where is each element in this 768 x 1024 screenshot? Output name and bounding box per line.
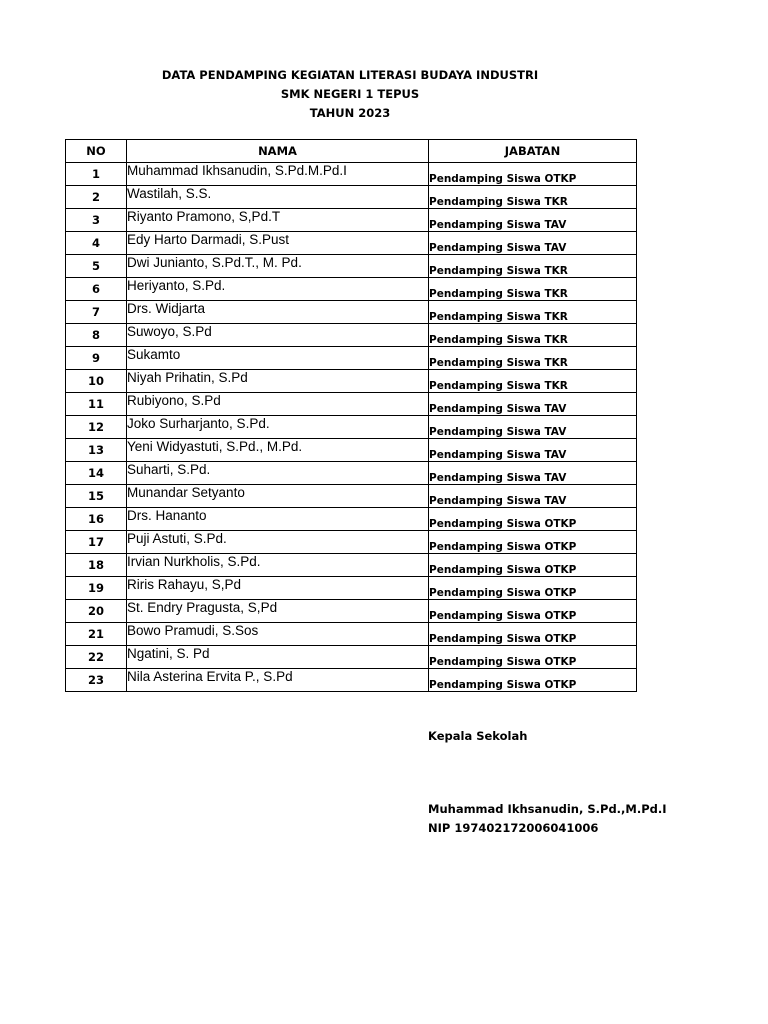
cell-jabatan: Pendamping Siswa OTKP xyxy=(429,554,637,577)
table-row xyxy=(66,669,637,692)
cell-no: 15 xyxy=(66,485,127,508)
table-row xyxy=(66,278,637,301)
cell-jabatan: Pendamping Siswa TKR xyxy=(429,370,637,393)
cell-nama: Niyah Prihatin, S.Pd xyxy=(127,370,429,393)
cell-jabatan: Pendamping Siswa TKR xyxy=(429,255,637,278)
table-row xyxy=(66,255,637,278)
cell-jabatan: Pendamping Siswa OTKP xyxy=(429,531,637,554)
cell-jabatan: Pendamping Siswa TAV xyxy=(429,232,637,255)
cell-jabatan: Pendamping Siswa OTKP xyxy=(429,163,637,186)
cell-no: 3 xyxy=(66,209,127,232)
table-row xyxy=(66,301,637,324)
document-header xyxy=(0,66,700,123)
table-row xyxy=(66,393,637,416)
signature-role: Kepala Sekolah xyxy=(428,729,528,743)
cell-jabatan: Pendamping Siswa TAV xyxy=(429,416,637,439)
signature-nip: NIP 197402172006041006 xyxy=(428,821,599,835)
cell-jabatan: Pendamping Siswa TAV xyxy=(429,439,637,462)
cell-jabatan: Pendamping Siswa OTKP xyxy=(429,646,637,669)
cell-no: 7 xyxy=(66,301,127,324)
cell-nama: Riris Rahayu, S,Pd xyxy=(127,577,429,600)
table-row xyxy=(66,577,637,600)
cell-nama: Bowo Pramudi, S.Sos xyxy=(127,623,429,646)
cell-nama: St. Endry Pragusta, S,Pd xyxy=(127,600,429,623)
cell-nama: Rubiyono, S.Pd xyxy=(127,393,429,416)
cell-no: 12 xyxy=(66,416,127,439)
cell-nama: Heriyanto, S.Pd. xyxy=(127,278,429,301)
cell-jabatan: Pendamping Siswa TAV xyxy=(429,393,637,416)
cell-nama: Drs. Widjarta xyxy=(127,301,429,324)
table-row xyxy=(66,232,637,255)
title-line-2: SMK NEGERI 1 TEPUS xyxy=(280,87,420,101)
cell-no: 23 xyxy=(66,669,127,692)
cell-jabatan: Pendamping Siswa TKR xyxy=(429,347,637,370)
cell-nama: Yeni Widyastuti, S.Pd., M.Pd. xyxy=(127,439,429,462)
table-row xyxy=(66,462,637,485)
cell-no: 8 xyxy=(66,324,127,347)
cell-jabatan: Pendamping Siswa TKR xyxy=(429,186,637,209)
cell-nama: Riyanto Pramono, S,Pd.T xyxy=(127,209,429,232)
cell-no: 1 xyxy=(66,163,127,186)
cell-nama: Dwi Junianto, S.Pd.T., M. Pd. xyxy=(127,255,429,278)
cell-no: 9 xyxy=(66,347,127,370)
column-header-no: NO xyxy=(66,140,127,163)
table-body xyxy=(66,163,637,692)
table-row xyxy=(66,623,637,646)
table-row xyxy=(66,531,637,554)
cell-jabatan: Pendamping Siswa TKR xyxy=(429,301,637,324)
table-row xyxy=(66,186,637,209)
cell-no: 11 xyxy=(66,393,127,416)
cell-nama: Joko Surharjanto, S.Pd. xyxy=(127,416,429,439)
table-row xyxy=(66,554,637,577)
table-row xyxy=(66,600,637,623)
table-row xyxy=(66,370,637,393)
cell-jabatan: Pendamping Siswa TKR xyxy=(429,278,637,301)
cell-jabatan: Pendamping Siswa TAV xyxy=(429,485,637,508)
cell-jabatan: Pendamping Siswa TAV xyxy=(429,209,637,232)
cell-nama: Munandar Setyanto xyxy=(127,485,429,508)
cell-no: 4 xyxy=(66,232,127,255)
column-header-jabatan: JABATAN xyxy=(429,140,637,163)
cell-nama: Suwoyo, S.Pd xyxy=(127,324,429,347)
table-header-row xyxy=(66,140,637,163)
signature-name: Muhammad Ikhsanudin, S.Pd.,M.Pd.I xyxy=(428,802,667,816)
table-row xyxy=(66,416,637,439)
table-row xyxy=(66,485,637,508)
cell-jabatan: Pendamping Siswa OTKP xyxy=(429,669,637,692)
cell-nama: Muhammad Ikhsanudin, S.Pd.M.Pd.I xyxy=(127,163,429,186)
cell-no: 10 xyxy=(66,370,127,393)
pendamping-table xyxy=(65,139,637,692)
title-line-1: DATA PENDAMPING KEGIATAN LITERASI BUDAYA INDUSTRI xyxy=(161,68,539,82)
cell-jabatan: Pendamping Siswa OTKP xyxy=(429,508,637,531)
cell-jabatan: Pendamping Siswa TKR xyxy=(429,324,637,347)
table-row xyxy=(66,209,637,232)
cell-no: 16 xyxy=(66,508,127,531)
table-row xyxy=(66,646,637,669)
table-row xyxy=(66,508,637,531)
cell-nama: Irvian Nurkholis, S.Pd. xyxy=(127,554,429,577)
cell-no: 18 xyxy=(66,554,127,577)
cell-nama: Puji Astuti, S.Pd. xyxy=(127,531,429,554)
cell-no: 2 xyxy=(66,186,127,209)
title-line-3: TAHUN 2023 xyxy=(309,106,391,120)
cell-nama: Ngatini, S. Pd xyxy=(127,646,429,669)
cell-no: 6 xyxy=(66,278,127,301)
cell-no: 14 xyxy=(66,462,127,485)
cell-nama: Edy Harto Darmadi, S.Pust xyxy=(127,232,429,255)
cell-nama: Sukamto xyxy=(127,347,429,370)
cell-nama: Drs. Hananto xyxy=(127,508,429,531)
cell-no: 17 xyxy=(66,531,127,554)
table-row xyxy=(66,347,637,370)
cell-no: 22 xyxy=(66,646,127,669)
cell-nama: Suharti, S.Pd. xyxy=(127,462,429,485)
cell-no: 21 xyxy=(66,623,127,646)
cell-no: 19 xyxy=(66,577,127,600)
table-row xyxy=(66,324,637,347)
cell-no: 20 xyxy=(66,600,127,623)
table-row xyxy=(66,163,637,186)
cell-jabatan: Pendamping Siswa OTKP xyxy=(429,600,637,623)
table-row xyxy=(66,439,637,462)
cell-jabatan: Pendamping Siswa OTKP xyxy=(429,577,637,600)
cell-no: 13 xyxy=(66,439,127,462)
cell-nama: Wastilah, S.S. xyxy=(127,186,429,209)
cell-nama: Nila Asterina Ervita P., S.Pd xyxy=(127,669,429,692)
cell-jabatan: Pendamping Siswa OTKP xyxy=(429,623,637,646)
column-header-nama: NAMA xyxy=(127,140,429,163)
cell-jabatan: Pendamping Siswa TAV xyxy=(429,462,637,485)
cell-no: 5 xyxy=(66,255,127,278)
